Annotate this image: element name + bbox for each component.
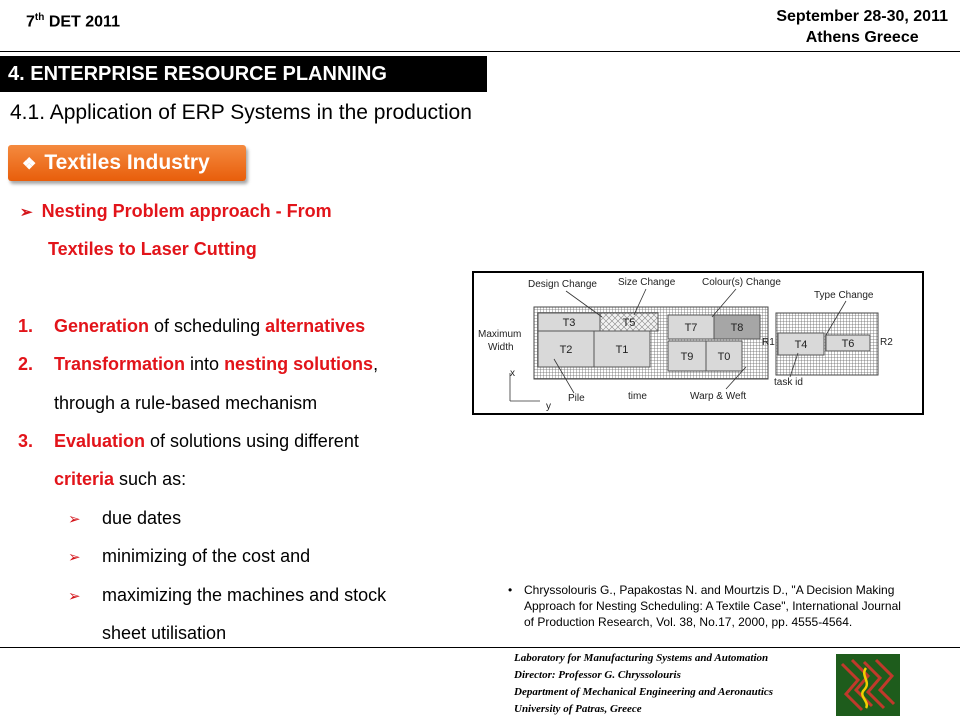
lab-logo-svg [836, 654, 900, 716]
event-number: 7 [26, 13, 35, 31]
label-maximum: Maximum [478, 329, 522, 340]
label-warp-weft: Warp & Weft [690, 391, 747, 402]
event-number-suffix: th [34, 12, 45, 23]
diamond-icon: ❖ [22, 156, 37, 173]
list-text: of solutions using different [145, 431, 359, 451]
nesting-line-2: Textiles to Laser Cutting [48, 239, 257, 259]
list-number: 3. [18, 431, 34, 451]
reference-line-2: Approach for Nesting Scheduling: A Textile Case", International Journal [524, 599, 901, 613]
nesting-heading [20, 192, 332, 232]
task-label: T1 [615, 344, 629, 356]
list-keyword: Transformation [54, 354, 186, 374]
topic-badge-label: Textiles Industry [44, 151, 210, 174]
topic-badge [8, 145, 246, 181]
list-item-2-line-2: through a rule-based mechanism [54, 393, 318, 413]
reference [508, 582, 938, 630]
arrow-bullet-icon: ➢ [68, 549, 81, 566]
arrow-bullet-icon: ➢ [68, 511, 81, 528]
task-label: T3 [562, 317, 576, 329]
label-design-change: Design Change [528, 279, 597, 290]
label-time: time [628, 391, 647, 402]
slide-subtitle: 4.1. Application of ERP Systems in the production [10, 101, 472, 124]
task-label: T4 [794, 339, 808, 351]
criteria-item-2 [68, 537, 310, 577]
criteria-item-3 [68, 576, 386, 616]
label-width: Width [488, 342, 514, 353]
label-r1: R1 [762, 337, 775, 348]
lab-logo-icon [836, 654, 900, 716]
task-label: T2 [559, 344, 573, 356]
event-title [26, 12, 120, 31]
event-name: DET 2011 [48, 13, 120, 31]
footer-line-1: Laboratory for Manufacturing Systems and Automation [514, 652, 769, 664]
criteria-item-3-line-2: sheet utilisation [102, 623, 227, 643]
list-keyword: alternatives [265, 316, 366, 336]
task-label: T5 [622, 317, 636, 329]
list-keyword: Evaluation [54, 431, 146, 451]
label-axis-y: y [546, 401, 551, 412]
label-pile: Pile [568, 393, 585, 404]
label-axis-x: x [510, 368, 515, 379]
task-label: T8 [730, 322, 744, 334]
task-label: T0 [717, 351, 731, 363]
event-dates: September 28-30, 2011 [776, 8, 948, 25]
list-item-3 [18, 422, 359, 460]
section-title: 4. ENTERPRISE RESOURCE PLANNING [0, 56, 487, 92]
arrow-bullet-icon: ➢ [68, 588, 81, 605]
reference-line-1: Chryssolouris G., Papakostas N. and Mourtzis D., "A Decision Making [524, 583, 895, 597]
label-colour-change: Colour(s) Change [702, 277, 781, 288]
task-label: T9 [680, 351, 694, 363]
event-date-place [776, 6, 948, 48]
reference-bullet: • [508, 583, 513, 597]
footer-line-3: Department of Mechanical Engineering and Aeronautics [514, 686, 774, 698]
list-text: into [185, 354, 225, 374]
list-keyword: Generation [54, 316, 150, 336]
task-label: T6 [841, 338, 855, 350]
nesting-diagram [472, 271, 924, 415]
nesting-line-1: Nesting Problem approach - From [41, 201, 332, 221]
criteria-text: minimizing of the cost and [102, 546, 311, 566]
list-item-3-line-2 [54, 460, 186, 498]
list-text: such as: [114, 469, 187, 489]
list-number: 1. [18, 316, 34, 336]
list-item-2 [18, 345, 378, 383]
list-text: of scheduling [149, 316, 266, 336]
list-item-1 [18, 307, 365, 345]
criteria-text: due dates [102, 508, 182, 528]
criteria-text: maximizing the machines and stock [102, 585, 387, 605]
label-r2: R2 [880, 337, 893, 348]
footer-lab-info [514, 650, 773, 718]
label-task-id: task id [774, 377, 803, 388]
list-text: , [373, 354, 379, 374]
reference-line-3: of Production Research, Vol. 38, No.17, 2000, pp. 4555-4564. [524, 615, 853, 629]
list-keyword: criteria [54, 469, 115, 489]
footer-divider [0, 647, 960, 648]
header-divider [0, 51, 960, 52]
arrow-bullet-icon: ➢ [20, 204, 33, 221]
event-place: Athens Greece [805, 29, 919, 46]
list-keyword: nesting solutions [224, 354, 374, 374]
label-type-change: Type Change [814, 290, 874, 301]
footer-line-4: University of Patras, Greece [514, 703, 642, 715]
nesting-diagram-svg [474, 273, 922, 413]
label-size-change: Size Change [618, 277, 676, 288]
criteria-item-1 [68, 499, 181, 539]
list-number: 2. [18, 354, 34, 374]
task-label: T7 [684, 322, 698, 334]
footer-line-2: Director: Professor G. Chryssolouris [514, 669, 681, 681]
